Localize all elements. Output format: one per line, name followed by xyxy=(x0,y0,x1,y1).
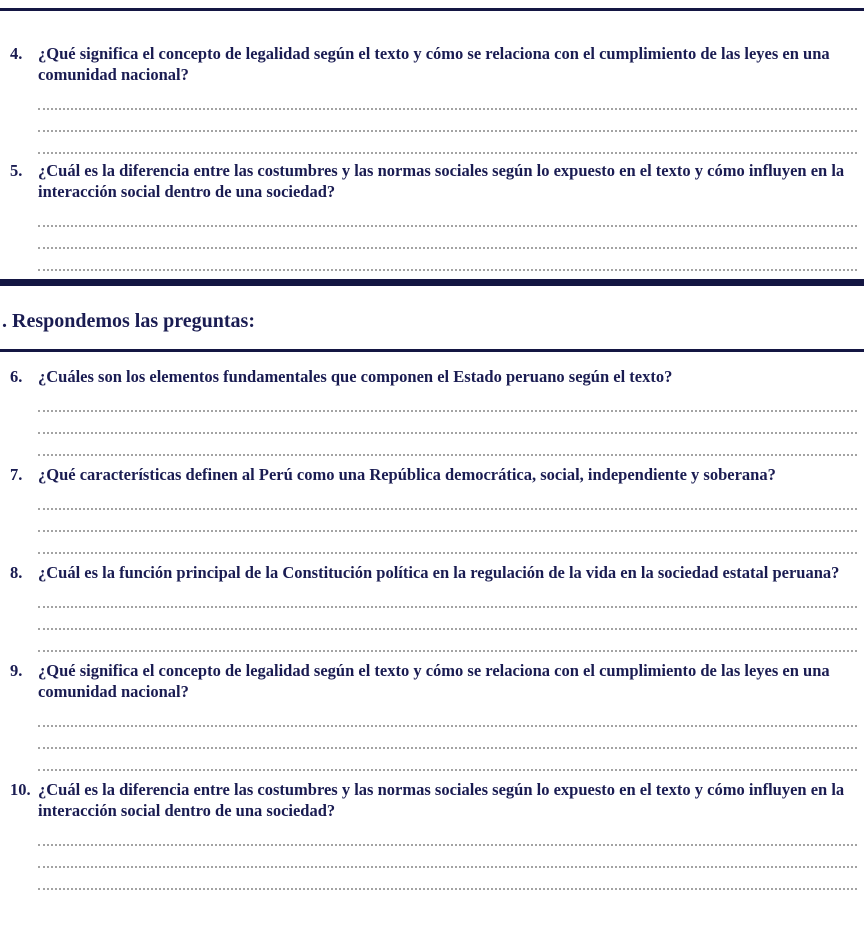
answer-line xyxy=(38,868,857,890)
question-item xyxy=(10,160,857,271)
answer-lines xyxy=(38,88,857,154)
answer-line xyxy=(38,249,857,271)
question-body xyxy=(38,562,857,652)
upper-questions-section xyxy=(0,43,864,271)
section-heading: . Respondemos las preguntas: xyxy=(2,310,255,332)
answer-lines xyxy=(38,205,857,271)
answer-line xyxy=(38,434,857,456)
question-text: ¿Qué características definen al Perú como una República democrática, social, independiente y soberana? xyxy=(38,465,776,484)
question-number: 9. xyxy=(10,661,23,680)
answer-line xyxy=(38,608,857,630)
question-number: 10. xyxy=(10,780,31,799)
answer-lines xyxy=(38,586,857,652)
answer-line xyxy=(38,705,857,727)
question-item xyxy=(10,562,857,652)
question-text: ¿Qué significa el concepto de legalidad según el texto y cómo se relaciona con el cumplimiento de las leyes en una comunidad nacional? xyxy=(38,44,830,84)
question-number: 5. xyxy=(10,161,23,180)
lower-questions-section xyxy=(0,366,864,890)
answer-line xyxy=(38,88,857,110)
question-item xyxy=(10,43,857,154)
answer-line xyxy=(38,205,857,227)
answer-line xyxy=(38,749,857,771)
question-body xyxy=(38,160,857,271)
answer-lines xyxy=(38,488,857,554)
question-item xyxy=(10,464,857,554)
answer-line xyxy=(38,630,857,652)
answer-line xyxy=(38,824,857,846)
answer-lines xyxy=(38,824,857,890)
question-number: 8. xyxy=(10,563,23,582)
answer-line xyxy=(38,412,857,434)
question-text: ¿Qué significa el concepto de legalidad según el texto y cómo se relaciona con el cumplimiento de las leyes en una comunidad nacional? xyxy=(38,661,830,701)
answer-line xyxy=(38,110,857,132)
answer-line xyxy=(38,132,857,154)
answer-lines xyxy=(38,390,857,456)
answer-line xyxy=(38,510,857,532)
question-text: ¿Cuál es la función principal de la Constitución política en la regulación de la vida en la sociedad estatal peruana? xyxy=(38,563,840,582)
answer-line xyxy=(38,488,857,510)
question-item xyxy=(10,660,857,771)
answer-line xyxy=(38,727,857,749)
question-body xyxy=(38,779,857,890)
question-body xyxy=(38,43,857,154)
section-divider xyxy=(0,349,864,352)
question-item xyxy=(10,779,857,890)
question-item xyxy=(10,366,857,456)
worksheet-page xyxy=(0,8,864,890)
answer-line xyxy=(38,846,857,868)
section-divider-thick xyxy=(0,279,864,286)
question-number: 6. xyxy=(10,367,23,386)
question-text: ¿Cuál es la diferencia entre las costumbres y las normas sociales según lo expuesto en el texto y cómo influyen en la interacción social dentro de una sociedad? xyxy=(38,780,845,820)
answer-line xyxy=(38,227,857,249)
question-number: 7. xyxy=(10,465,23,484)
question-number: 4. xyxy=(10,44,23,63)
top-divider xyxy=(0,8,864,11)
answer-line xyxy=(38,532,857,554)
question-body xyxy=(38,660,857,771)
question-body xyxy=(38,366,857,456)
answer-lines xyxy=(38,705,857,771)
answer-line xyxy=(38,390,857,412)
answer-line xyxy=(38,586,857,608)
question-text: ¿Cuál es la diferencia entre las costumbres y las normas sociales según lo expuesto en el texto y cómo influyen en la interacción social dentro de una sociedad? xyxy=(38,161,845,201)
question-text: ¿Cuáles son los elementos fundamentales que componen el Estado peruano según el texto? xyxy=(38,367,673,386)
question-body xyxy=(38,464,857,554)
